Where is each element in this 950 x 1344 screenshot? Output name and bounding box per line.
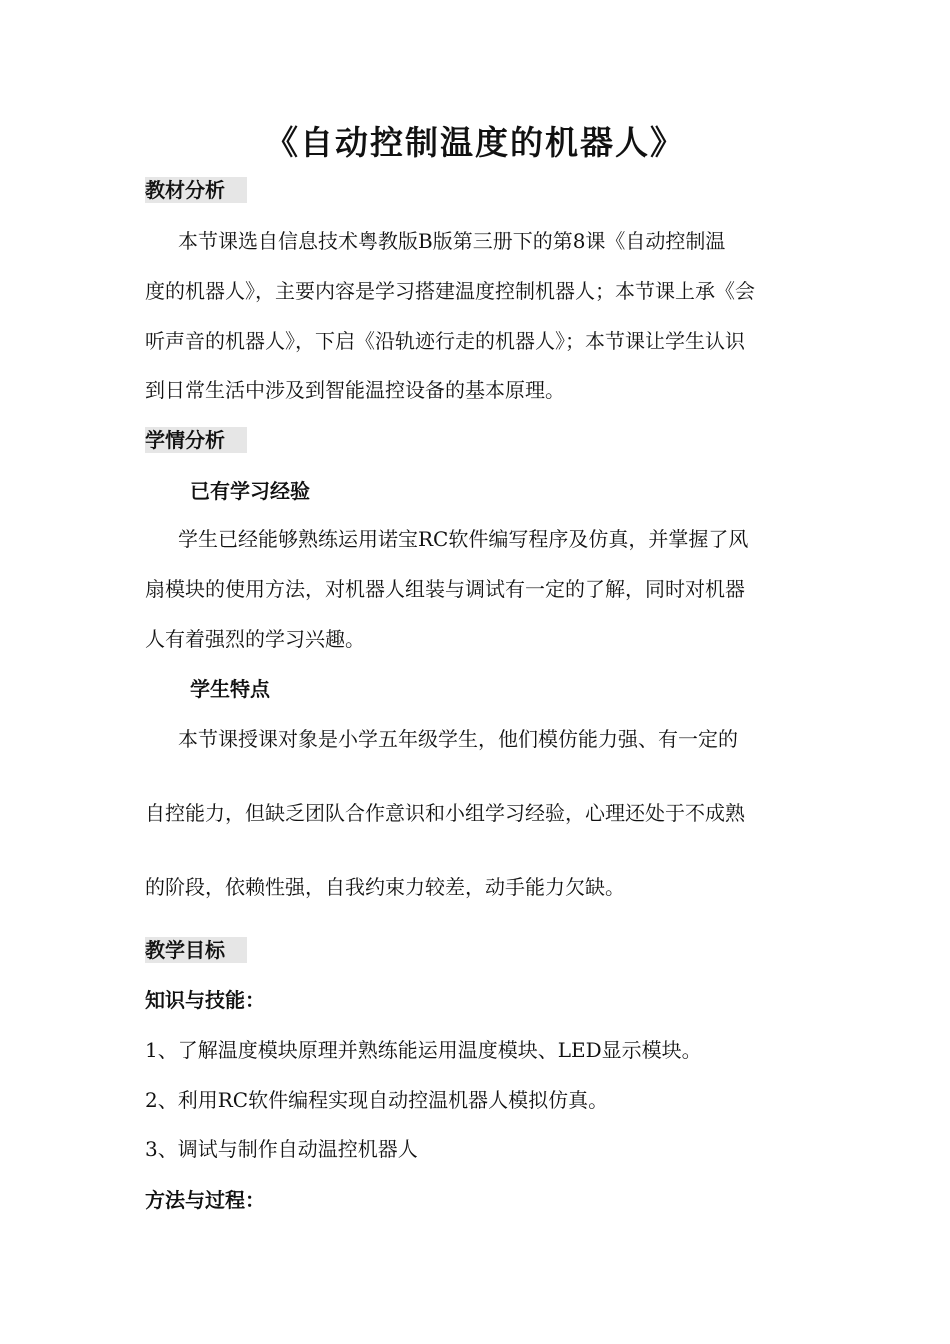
paragraph-line: 听声音的机器人》，下启《沿轨迹行走的机器人》；本节课让学生认识 xyxy=(145,329,745,353)
list-item: 1、了解温度模块原理并熟练能运用温度模块、LED显示模块。 xyxy=(145,1038,702,1062)
list-item: 2、利用RC软件编程实现自动控温机器人模拟仿真。 xyxy=(145,1088,609,1112)
label-method-process: 方法与过程： xyxy=(145,1188,265,1212)
label-knowledge-skills: 知识与技能： xyxy=(145,988,265,1012)
paragraph-line: 自控能力，但缺乏团队合作意识和小组学习经验，心理还处于不成熟 xyxy=(145,801,745,825)
paragraph-line: 本节课授课对象是小学五年级学生，他们模仿能力强、有一定的 xyxy=(178,727,738,751)
section-heading-students: 学情分析 xyxy=(145,427,247,453)
paragraph-line: 人有着强烈的学习兴趣。 xyxy=(145,627,365,651)
paragraph-line: 扇模块的使用方法，对机器人组装与调试有一定的了解，同时对机器 xyxy=(145,577,745,601)
paragraph-line: 的阶段，依赖性强，自我约束力较差，动手能力欠缺。 xyxy=(145,875,625,899)
paragraph-line: 本节课选自信息技术粤教版B版第三册下的第8课《自动控制温 xyxy=(178,229,726,253)
section-heading-material: 教材分析 xyxy=(145,177,247,203)
paragraph-line: 度的机器人》，主要内容是学习搭建温度控制机器人；本节课上承《会 xyxy=(145,279,755,303)
subheading-traits: 学生特点 xyxy=(190,677,270,701)
section-heading-goals: 教学目标 xyxy=(145,937,247,963)
paragraph-line: 学生已经能够熟练运用诺宝RC软件编写程序及仿真，并掌握了风 xyxy=(178,527,749,551)
document-title: 《自动控制温度的机器人》 xyxy=(265,123,685,162)
paragraph-line: 到日常生活中涉及到智能温控设备的基本原理。 xyxy=(145,378,565,402)
subheading-experience: 已有学习经验 xyxy=(190,479,310,503)
list-item: 3、调试与制作自动温控机器人 xyxy=(145,1137,418,1161)
